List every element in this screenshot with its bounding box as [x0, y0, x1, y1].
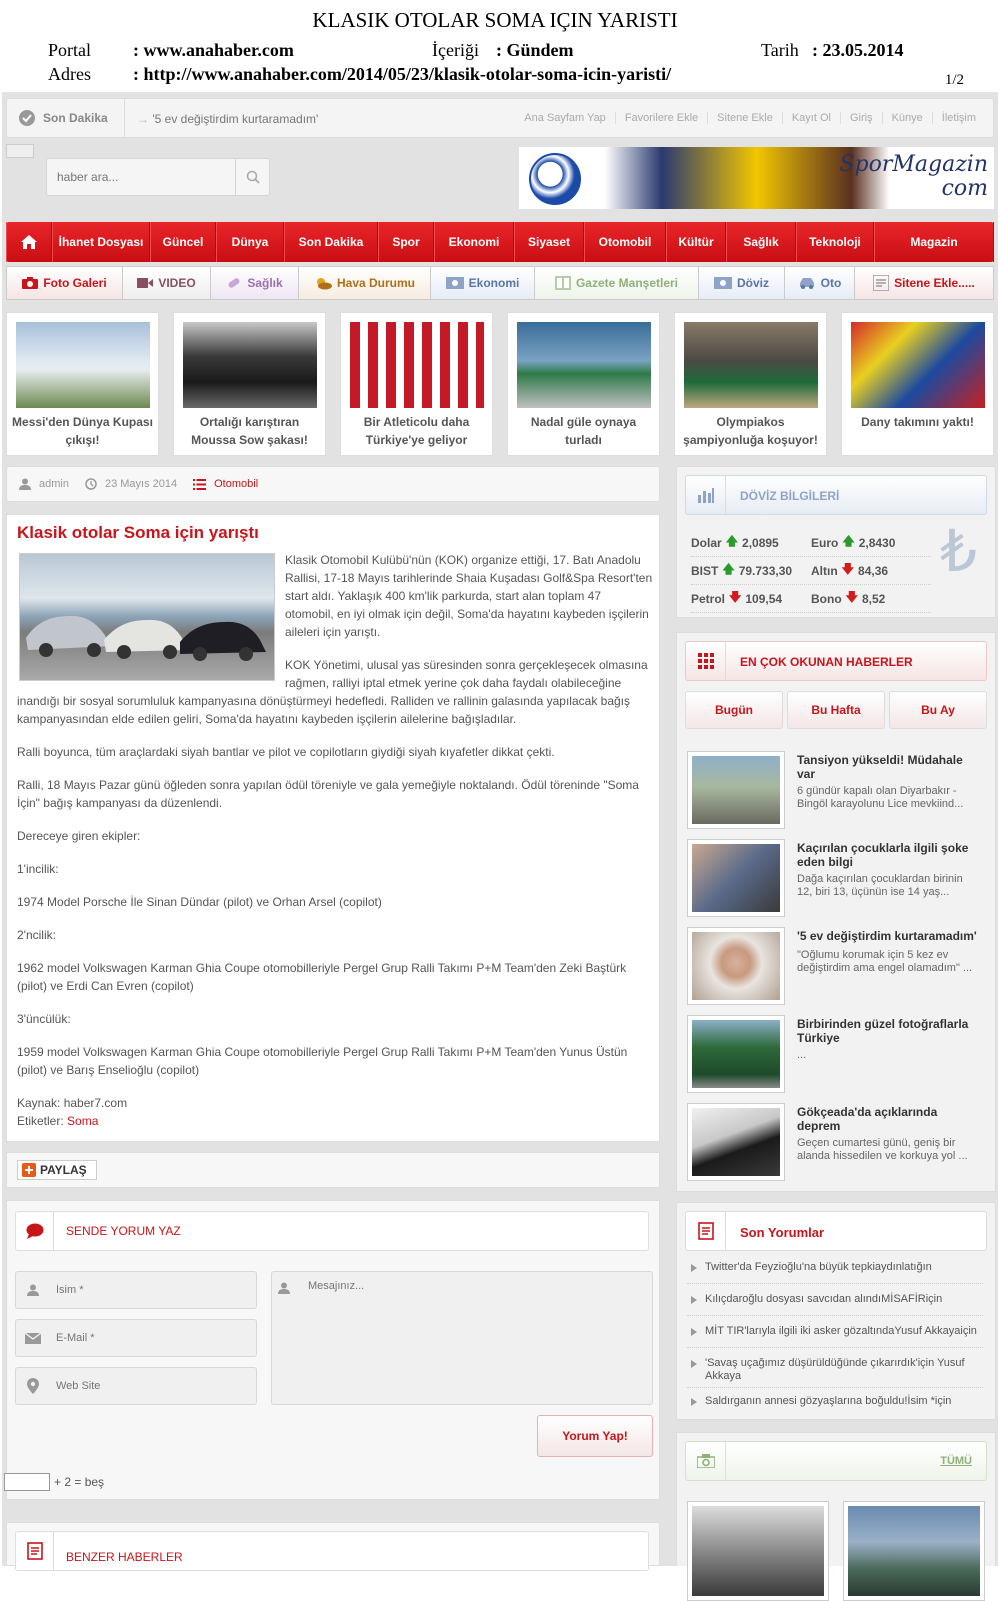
portal-label: Portal [48, 40, 91, 60]
article-paragraph: 3'üncülük: [17, 1012, 71, 1026]
recent-comments-widget [676, 1202, 996, 1420]
recent-comment[interactable]: 'Savaş uçağımız düşürüldüğünde çıkarırdık'için Yusuf Akkaya [687, 1357, 983, 1383]
popular-item-desc: "Oğlumu korumak için 5 kez ev değiştirdim ama engel olamadım" ... [797, 949, 973, 974]
popular-item[interactable] [687, 927, 987, 1007]
subnav-gazete[interactable]: Gazete Manşetleri [534, 266, 698, 300]
nav-siyaset[interactable]: Siyaset [514, 222, 584, 262]
subnav-saglik[interactable]: Sağlık [210, 266, 298, 300]
football-icon [529, 153, 581, 205]
gallery-thumbnail[interactable] [687, 1501, 829, 1601]
banner-logo: SporMagazin com [839, 152, 988, 201]
featured-caption: Nadal güle oynaya turladı [530, 415, 637, 447]
recent-comments-title: Son Yorumlar [740, 1225, 825, 1240]
address-value: : http://www.anahaber.com/2014/05/23/klasik-otolar-soma-icin-yaristi/ [133, 64, 672, 84]
arrow-down-icon: 🡇 [845, 590, 858, 604]
article-source: Kaynak: haber7.com [17, 1096, 128, 1110]
subnav-oto[interactable]: Oto [784, 266, 854, 300]
article-body [17, 551, 653, 1130]
popular-item-desc: 6 gündür kapalı olan Diyarbakır - Bingöl karayolunu Lice mevkiind... [797, 785, 964, 810]
plus-icon [22, 1163, 36, 1177]
featured-caption: Dany takımını yaktı! [861, 415, 974, 429]
website-field [15, 1367, 257, 1405]
name-field [15, 1271, 257, 1309]
breaking-ticker[interactable]: → '5 ev değiştirdim kurtaramadım' [137, 112, 319, 126]
popular-thumbnail [687, 1103, 785, 1181]
recent-comments-header [685, 1211, 987, 1251]
content-value: : Gündem [496, 40, 574, 60]
top-bar [6, 98, 994, 138]
popular-header [685, 641, 987, 681]
recent-comment[interactable]: Twitter'da Feyzioğlu'na büyük tepkiaydınlatığın [687, 1261, 983, 1274]
search-input[interactable] [47, 159, 235, 195]
featured-caption: Bir Atleticolu daha Türkiye'ye geliyor [363, 415, 470, 447]
popular-thumbnail [687, 1015, 785, 1093]
currency-dolar: Dolar 🡅 2,0895 [691, 532, 811, 553]
page-number: 1/2 [944, 72, 964, 88]
camera-icon [22, 277, 38, 289]
featured-card[interactable] [6, 312, 159, 456]
article-paragraph: Klasik Otomobil Kulübü'nün (KOK) organize ettiği, 17. Batı Anadolu Rallisi, 17-18 Mayıs tarihlerinde Shaia Kuşadası Golf&Spa Resort'ten start aldı. Yaklaşık 400 km'lik parkurda, start alan toplam 47 otomobil, en iyi olmak için değil, Soma'da hayatını kaybeden işçilerin aileleri için yarıştı. [285, 553, 653, 639]
sub-nav [6, 266, 994, 300]
code-icon [873, 275, 889, 291]
date-value: : 23.05.2014 [812, 40, 904, 60]
comment-form [6, 1200, 660, 1500]
message-field [271, 1271, 653, 1405]
top-links [515, 112, 985, 124]
article-paragraph: 1962 model Volkswagen Karman Ghia Coupe otomobilleriyle Pergel Grup Ralli Takımı P+M Team'den Zeki Baştürk (pilot) ve Erdi Can Evren (copilot) [17, 961, 627, 993]
article-paragraph: Dereceye giren ekipler: [17, 829, 141, 843]
featured-image [517, 322, 651, 408]
popular-item-title: Kaçırılan çocuklarla ilgili şoke eden bilgi [797, 841, 969, 869]
featured-card[interactable] [674, 312, 827, 456]
nav-guncel[interactable]: Güncel [150, 222, 216, 262]
recent-comment[interactable]: Saldırganın annesi gözyaşlarına boğuldu!İsim *için [687, 1395, 983, 1408]
article-paragraph: 1'incilik: [17, 862, 59, 876]
featured-card[interactable] [173, 312, 326, 456]
article-paragraph: Ralli, 18 Mayıs Pazar günü öğleden sonra yapılan ödül töreniyle ve gala yemeğiyle noktalandı. Ödül töreninde "Soma İçin" bağış kampanyası da düzenlendi. [17, 778, 639, 810]
featured-caption: Messi'den Dünya Kupası çıkışı! [12, 415, 153, 447]
son-dakika-label: Son Dakika [7, 99, 125, 137]
nav-magazin[interactable]: Magazin [874, 222, 994, 262]
link-imprint[interactable]: Künye [882, 112, 932, 124]
arrow-up-icon: 🡅 [725, 534, 739, 548]
nav-otomobil[interactable]: Otomobil [584, 222, 666, 262]
popular-item[interactable] [687, 1015, 987, 1095]
grid-icon [698, 653, 714, 669]
currency-header [685, 475, 987, 515]
link-home[interactable]: Ana Sayfam Yap [524, 112, 606, 124]
arrow-down-icon: 🡇 [729, 590, 742, 604]
subnav-doviz[interactable]: Döviz [698, 266, 784, 300]
home-icon [21, 235, 37, 249]
gallery-thumbnail[interactable] [843, 1501, 985, 1601]
featured-image [183, 322, 317, 408]
tab-today[interactable]: Bugün [685, 691, 783, 729]
currency-title: DÖVİZ BİLGİLERİ [740, 489, 840, 503]
link-favorites[interactable]: Favorilere Ekle [615, 112, 707, 124]
video-icon [137, 278, 153, 288]
link-add-site[interactable]: Sitene Ekle [707, 112, 782, 124]
tab-this-month[interactable]: Bu Ay [889, 691, 987, 729]
clock-icon [85, 478, 97, 490]
nav-son-dakika[interactable]: Son Dakika [284, 222, 378, 262]
article-paragraph: 1974 Model Porsche İle Sinan Dündar (pilot) ve Orhan Arsel (copilot) [17, 895, 382, 909]
featured-card[interactable] [507, 312, 660, 456]
related-news-header [15, 1531, 649, 1571]
user-icon [278, 1282, 290, 1294]
email-field [15, 1319, 257, 1357]
nav-ihanet[interactable]: İhanet Dosyası [52, 222, 150, 262]
article [6, 514, 660, 1142]
popular-thumbnail [687, 927, 785, 1005]
popular-thumbnail [687, 839, 785, 917]
subnav-foto-galeri[interactable]: Foto Galeri [6, 266, 122, 300]
featured-image [16, 322, 150, 408]
currency-altin: Altın 🡇 84,36 [811, 560, 931, 581]
submit-comment-button[interactable]: Yorum Yap! [537, 1415, 653, 1457]
featured-image [851, 322, 985, 408]
nav-teknoloji[interactable]: Teknoloji [796, 222, 874, 262]
print-header [0, 0, 1000, 92]
gallery-header [685, 1441, 987, 1481]
article-title: Klasik otolar Soma için yarıştı [17, 523, 259, 542]
email-input[interactable] [56, 1320, 252, 1356]
captcha-question: + 2 = beş [54, 1475, 105, 1489]
featured-card[interactable] [340, 312, 493, 456]
popular-item-title: Birbirinden güzel fotoğraflarla Türkiye [797, 1017, 969, 1045]
spormagazin-banner[interactable] [519, 147, 994, 209]
arrow-up-icon: 🡅 [842, 534, 855, 548]
message-input[interactable] [308, 1280, 638, 1390]
gallery-widget [676, 1432, 996, 1566]
article-paragraph: 2'ncilik: [17, 928, 56, 942]
article-paragraph: Ralli boyunca, tüm araçlardaki siyah bantlar ve pilot ve copilotların giydiği siyah kıyafetler dikkat çekti. [17, 745, 555, 759]
currency-bono: Bono 🡇 8,52 [811, 588, 931, 609]
nav-home[interactable] [6, 222, 52, 262]
currency-widget [676, 466, 996, 618]
popular-item-title: Tansiyon yükseldi! Müdahale var [797, 753, 963, 781]
recent-comment[interactable]: MİT TIR'larıyla ilgili iki asker gözaltındaYusuf Akkayaiçin [687, 1325, 983, 1338]
popular-item[interactable] [687, 751, 987, 831]
article-date: 23 Mayıs 2014 [104, 478, 178, 490]
comment-form-title: SENDE YORUM YAZ [66, 1224, 181, 1238]
arrow-up-icon: 🡅 [722, 562, 735, 576]
featured-image [350, 322, 484, 408]
gallery-more-link[interactable]: TÜMÜ [940, 1455, 972, 1467]
nav-dunya[interactable]: Dünya [216, 222, 284, 262]
print-title: KLASIK OTOLAR SOMA IÇIN YARISTI [312, 8, 678, 32]
nav-ekonomi[interactable]: Ekonomi [434, 222, 514, 262]
comment-form-header [15, 1211, 649, 1251]
popular-thumbnail [687, 751, 785, 829]
search-button[interactable] [235, 159, 269, 195]
tag-link[interactable]: Soma [67, 1114, 99, 1128]
featured-image [684, 322, 818, 408]
popular-item-title: Gökçeada'da açıklarında deprem [797, 1105, 938, 1133]
article-author[interactable]: admin [39, 478, 69, 490]
header [6, 144, 994, 216]
search-box [46, 158, 270, 196]
date-label: Tarih [761, 40, 799, 60]
logo-placeholder[interactable] [6, 144, 34, 158]
search-icon [246, 170, 260, 184]
popular-item-title: '5 ev değiştirdim kurtaramadım' [797, 929, 977, 943]
car-icon [798, 277, 816, 289]
article-paragraph: KOK Yönetimi, ulusal yas süresinden sonra gerçekleşecek olmasına rağmen, ralliyi iptal etmek yerine çok daha faydalı olabileceğine inandığı bir sosyal sorumluluk kampanyasına dönüştürmeyi hedefledi. Ralliden ve rallinin galasında yapılacak bağış kampanyasından elde edilen geliri, Soma'da hayatını kaybeden işçilerin ailelerine bağışladılar. [17, 658, 648, 726]
weather-icon [314, 276, 332, 290]
document-icon [698, 1222, 714, 1240]
recent-comment[interactable]: Kılıçdaroğlu dosyası savcıdan alındıMİSAFİRiçin [687, 1293, 983, 1306]
nav-kultur[interactable]: Kültür [666, 222, 726, 262]
popular-news-widget [676, 632, 996, 1192]
featured-caption: Ortalığı karıştıran Moussa Sow şakası! [191, 415, 308, 447]
featured-card[interactable] [841, 312, 994, 456]
document-icon [27, 1542, 43, 1560]
subnav-sitene-ekle[interactable]: Sitene Ekle..... [854, 266, 994, 300]
user-icon [27, 1284, 39, 1296]
popular-tabs [685, 691, 987, 729]
popular-item-desc: Dağa kaçırılan çocuklardan birinin 12, biri 13, üçünün ise 14 yaş... [797, 873, 963, 898]
share-button[interactable]: PAYLAŞ [17, 1160, 97, 1180]
featured-strip [6, 312, 994, 456]
money-icon [714, 277, 732, 289]
popular-title: EN ÇOK OKUNAN HABERLER [740, 655, 913, 669]
website-input[interactable] [56, 1368, 252, 1404]
list-icon [193, 479, 206, 490]
nav-spor[interactable]: Spor [378, 222, 434, 262]
address-label: Adres [48, 64, 91, 84]
link-login[interactable]: Giriş [840, 112, 882, 124]
related-news [6, 1522, 660, 1566]
turkish-lira-icon: ₺ [940, 517, 977, 585]
speech-bubble-icon [26, 1223, 44, 1239]
nav-saglik[interactable]: Sağlık [726, 222, 796, 262]
popular-item-desc: ... [797, 1049, 807, 1061]
captcha-input[interactable] [4, 1473, 50, 1491]
popular-item-desc: Geçen cumartesi günü, geniş bir alanda hissedilen ve korkuya yol ... [797, 1137, 968, 1162]
featured-caption: Olympiakos şampiyonluğa koşuyor! [683, 415, 818, 447]
bar-chart-icon [697, 487, 715, 503]
article-paragraph: 1959 model Volkswagen Karman Ghia Coupe otomobilleriyle Pergel Grup Ralli Takımı P+M Team'den Yunus Üstün (pilot) ve Barış Enselioğlu (copilot) [17, 1045, 628, 1077]
map-pin-icon [27, 1378, 39, 1394]
link-contact[interactable]: İletişim [932, 112, 985, 124]
currency-bist: BIST 🡅 79.733,30 [691, 560, 811, 581]
currency-petrol: Petrol 🡇 109,54 [691, 588, 811, 609]
subnav-hava-durumu[interactable]: Hava Durumu [298, 266, 430, 300]
popular-item[interactable] [687, 1103, 987, 1183]
popular-item[interactable] [687, 839, 987, 919]
subnav-video[interactable]: VIDEO [122, 266, 210, 300]
user-icon [19, 478, 31, 490]
camera-icon [697, 1454, 715, 1468]
arrow-down-icon: 🡇 [841, 562, 855, 576]
currency-euro: Euro 🡅 2,8430 [811, 532, 931, 553]
money-icon [446, 277, 464, 289]
portal-value: : www.anahaber.com [133, 40, 294, 60]
envelope-icon [25, 1333, 41, 1344]
link-register[interactable]: Kayıt Ol [782, 112, 840, 124]
subnav-ekonomi[interactable]: Ekonomi [430, 266, 534, 300]
check-circle-icon [19, 110, 35, 126]
tab-this-week[interactable]: Bu Hafta [787, 691, 885, 729]
captcha [4, 1473, 104, 1491]
article-meta [6, 466, 660, 502]
website [2, 92, 998, 1566]
currency-table [691, 529, 931, 613]
content-label: İçeriği [432, 40, 479, 60]
newspaper-icon [555, 276, 571, 290]
article-tags: Etiketler: Soma [17, 1114, 99, 1128]
main-nav [6, 222, 994, 262]
share-bar [6, 1152, 660, 1188]
related-news-title: BENZER HABERLER [66, 1550, 183, 1564]
name-input[interactable] [56, 1272, 252, 1308]
pill-icon [226, 276, 242, 290]
article-category[interactable]: Otomobil [214, 478, 259, 490]
